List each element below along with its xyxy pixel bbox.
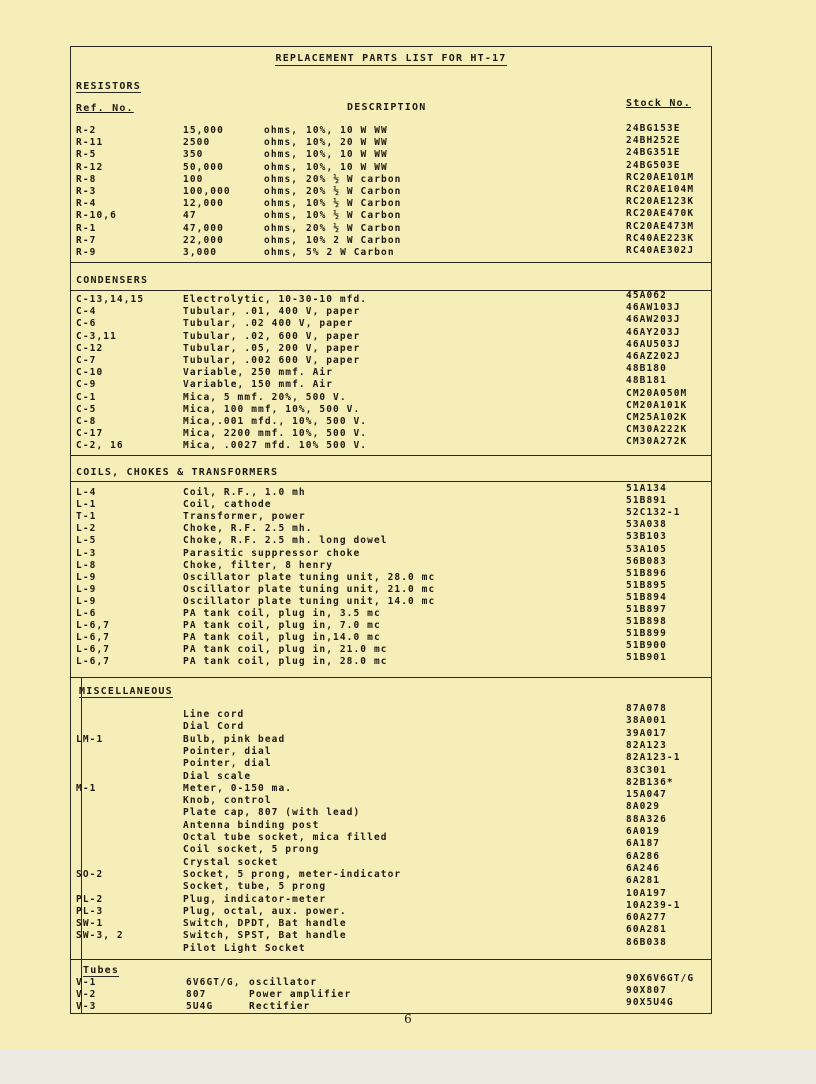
coils-row (71, 543, 711, 560)
resistor-spec: 10% ½ W Carbon (306, 210, 402, 222)
part-description: Choke, filter, 8 henry (183, 559, 334, 571)
stock-column-header: Stock No. (626, 98, 691, 109)
description-column-header: DESCRIPTION (347, 102, 427, 113)
stock-number: RC20AE473M (626, 220, 695, 232)
ref-number: R-2 (76, 125, 97, 136)
ref-number: R-12 (76, 161, 104, 173)
part-description: Plate cap, 807 (with lead) (183, 807, 361, 819)
ref-number: SW-1 (76, 918, 104, 930)
ref-number: SO-2 (76, 868, 104, 880)
part-description: Dial scale (183, 770, 252, 782)
part-description: Variable, 250 mmf. Air (183, 367, 334, 379)
part-description: Bulb, pink bead (183, 733, 286, 745)
stock-number: 82B136* (626, 776, 674, 788)
stock-number: 15A047 (626, 789, 667, 801)
stock-number: CM20A050M (626, 387, 688, 399)
resistors-row (71, 232, 711, 247)
coils-row (71, 495, 711, 511)
resistor-spec: 10%, 20 W WW (306, 137, 388, 149)
part-description: Line cord (183, 709, 245, 720)
coils-row (71, 591, 711, 608)
stock-number: 51B896 (626, 567, 667, 579)
coils-row (71, 652, 711, 668)
stock-number: 60A277 (626, 912, 667, 924)
tubes-row (71, 985, 711, 1001)
misc-row (71, 703, 711, 721)
divider-condensers-header (71, 290, 711, 291)
ref-number: C-13,14,15 (76, 294, 145, 305)
ref-number: L-9 (76, 595, 97, 607)
resistor-spec: 10%, 10 W WW (306, 161, 388, 173)
part-description: Socket, tube, 5 prong (183, 881, 327, 893)
divider-coils (71, 677, 711, 678)
ref-number: V-1 (76, 977, 97, 988)
ref-number: PL-2 (76, 893, 104, 905)
stock-number: 51B900 (626, 640, 667, 652)
part-description: Antenna binding post (183, 819, 320, 831)
ref-number: L-9 (76, 571, 97, 583)
part-description: Meter, 0-150 ma. (183, 782, 293, 794)
stock-number: 48B180 (626, 363, 667, 375)
ref-number: L-9 (76, 583, 97, 595)
resistance-unit: ohms, (264, 247, 299, 258)
stock-number: 90X807 (626, 985, 667, 997)
resistors-row (71, 247, 711, 259)
ref-number: L-8 (76, 559, 97, 571)
ref-column-header: Ref. No. (76, 103, 134, 114)
ref-number: M-1 (76, 782, 97, 794)
misc-row (71, 789, 711, 807)
coils-row (71, 567, 711, 584)
divider-condensers (71, 455, 711, 456)
part-description: Plug, octal, aux. power. (183, 905, 347, 917)
divider-resistors (71, 262, 711, 263)
part-description: Tubular, .01, 400 V, paper (183, 306, 361, 318)
ref-number: L-1 (76, 499, 97, 511)
misc-row (71, 752, 711, 770)
ref-number: SW-3, 2 (76, 930, 124, 942)
stock-number: 53A105 (626, 543, 667, 555)
part-description: Pointer, dial (183, 745, 272, 757)
resistor-spec: 20% ½ W Carbon (306, 186, 402, 197)
stock-number: 51B901 (626, 652, 667, 664)
stock-number: RC20AE470K (626, 208, 695, 220)
ref-number: L-6,7 (76, 644, 111, 656)
resistance-unit: ohms, (264, 125, 299, 136)
stock-number: 45A062 (626, 290, 667, 301)
stock-number: 88A326 (626, 813, 667, 825)
stock-number: 87A078 (626, 703, 667, 714)
ref-number: C-8 (76, 416, 97, 427)
part-description: Coil, R.F., 1.0 mh (183, 487, 306, 498)
part-description: Tubular, .05, 200 V, paper (183, 342, 361, 354)
part-description: Crystal socket (183, 856, 279, 868)
coils-row (71, 628, 711, 644)
stock-number: RC40AE302J (626, 245, 695, 256)
parts-list-frame (70, 46, 712, 1014)
stock-number: 39A017 (626, 727, 667, 739)
divider-misc (71, 959, 711, 960)
ref-number: C-12 (76, 342, 104, 354)
condensers-row (71, 399, 711, 416)
stock-number: CM20A101K (626, 399, 688, 411)
resistors-row (71, 171, 711, 186)
misc-row (71, 838, 711, 856)
resistance-value: 350 (183, 149, 204, 161)
part-description: Pointer, dial (183, 758, 272, 770)
stock-number: 38A001 (626, 715, 667, 727)
stock-number: 52C132-1 (626, 507, 681, 519)
resistors-row (71, 137, 711, 149)
part-description: Dial Cord (183, 721, 245, 733)
misc-row (71, 826, 711, 844)
resistors-row (71, 186, 711, 198)
ref-number: L-6,7 (76, 656, 111, 668)
scan-bottom-margin (0, 1050, 816, 1084)
resistance-value: 47,000 (183, 222, 224, 234)
ref-number: L-6 (76, 608, 97, 619)
stock-number: 46AU503J (626, 338, 681, 350)
resistance-value: 15,000 (183, 125, 224, 136)
stock-number: 24BH252E (626, 135, 681, 147)
tube-type: 5U4G (186, 1001, 214, 1013)
ref-number: R-3 (76, 186, 97, 197)
stock-number: 46AW103J (626, 302, 681, 314)
page-title: REPLACEMENT PARTS LIST FOR HT-17 (275, 53, 507, 64)
part-description: Variable, 150 mmf. Air (183, 379, 334, 391)
resistors-row (71, 220, 711, 235)
part-description: Mica, 5 mmf. 20%, 500 V. (183, 391, 347, 403)
stock-number: 90X5U4G (626, 997, 674, 1009)
stock-number: 51B897 (626, 604, 667, 615)
resistance-unit: ohms, (264, 137, 299, 149)
stock-number: 24BG153E (626, 123, 681, 134)
part-description: Mica,.001 mfd., 10%, 500 V. (183, 416, 368, 427)
coils-row (71, 555, 711, 572)
resistance-value: 50,000 (183, 161, 224, 173)
part-description: Switch, DPDT, Bat handle (183, 918, 347, 930)
ref-number: C-6 (76, 318, 97, 330)
coils-row (71, 519, 711, 535)
ref-number: R-4 (76, 198, 97, 210)
stock-number: CM30A222K (626, 424, 688, 436)
condensers-heading: CONDENSERS (76, 275, 149, 286)
stock-number: RC20AE123K (626, 196, 695, 208)
ref-number: C-17 (76, 428, 104, 440)
resistor-spec: 10% 2 W Carbon (306, 234, 402, 246)
part-description: Mica, .0027 mfd. 10% 500 V. (183, 440, 368, 452)
part-description: Electrolytic, 10-30-10 mfd. (183, 294, 368, 305)
coils-row (71, 531, 711, 547)
part-description: Parasitic suppressor choke (183, 547, 361, 559)
stock-number: 60A281 (626, 924, 667, 936)
stock-number: 6A281 (626, 875, 661, 887)
part-description: Oscillator plate tuning unit, 14.0 mc (183, 595, 436, 607)
tube-function: Power amplifier (249, 989, 352, 1001)
part-description: Knob, control (183, 795, 272, 807)
part-description: Choke, R.F. 2.5 mh. (183, 523, 313, 535)
stock-number: 51B899 (626, 628, 667, 640)
stock-number: 8A029 (626, 801, 661, 813)
condensers-row (71, 302, 711, 318)
resistance-value: 12,000 (183, 198, 224, 210)
part-description: PA tank coil, plug in, 28.0 mc (183, 656, 388, 668)
ref-number: L-2 (76, 523, 97, 535)
stock-number: 6A246 (626, 862, 661, 874)
resistors-row (71, 210, 711, 222)
resistance-unit: ohms, (264, 210, 299, 222)
stock-number: 6A019 (626, 826, 661, 837)
stock-number: RC40AE223K (626, 232, 695, 244)
ref-number: R-8 (76, 173, 97, 185)
tubes-heading: Tubes (83, 965, 120, 976)
coils-row (71, 604, 711, 620)
condensers-row (71, 436, 711, 452)
ref-number: L-6,7 (76, 632, 111, 644)
ref-number: L-6,7 (76, 620, 111, 632)
condensers-row (71, 375, 711, 391)
part-description: Oscillator plate tuning unit, 28.0 mc (183, 571, 436, 583)
stock-number: 53B103 (626, 531, 667, 543)
stock-number: 24BG351E (626, 147, 681, 159)
stock-number: 6A187 (626, 838, 661, 850)
stock-number: 24BG503E (626, 159, 681, 171)
stock-number: 56B083 (626, 555, 667, 567)
ref-number: V-3 (76, 1001, 97, 1013)
ref-number: C-4 (76, 306, 97, 318)
resistance-unit: ohms, (264, 222, 299, 234)
stock-number: 83C301 (626, 764, 667, 776)
condensers-row (71, 424, 711, 440)
resistors-row (71, 125, 711, 137)
resistance-value: 2500 (183, 137, 211, 149)
resistors-row (71, 198, 711, 210)
page-number: 6 (404, 1012, 412, 1026)
stock-number: 10A197 (626, 887, 667, 899)
stock-number: 10A239-1 (626, 899, 681, 911)
stock-number: 46AY203J (626, 326, 681, 338)
coils-row (71, 640, 711, 656)
tube-function: oscillator (249, 977, 318, 988)
coils-row (71, 507, 711, 523)
condensers-row (71, 290, 711, 306)
part-description: Mica, 2200 mmf. 10%, 500 V. (183, 428, 368, 440)
resistance-unit: ohms, (264, 198, 299, 210)
stock-number: 82A123-1 (626, 752, 681, 764)
ref-number: C-1 (76, 391, 97, 403)
resistor-spec: 5% 2 W Carbon (306, 247, 395, 258)
resistance-value: 22,000 (183, 234, 224, 246)
ref-number: R-5 (76, 149, 97, 161)
part-description: Tubular, .002 600 V, paper (183, 355, 361, 366)
condensers-row (71, 338, 711, 355)
stock-number: 46AW203J (626, 314, 681, 326)
coils-row (71, 579, 711, 596)
part-description: Mica, 100 mmf, 10%, 500 V. (183, 403, 361, 415)
resistors-row (71, 149, 711, 161)
coils-row (71, 483, 711, 499)
resistor-spec: 20% ½ W Carbon (306, 222, 402, 234)
ref-number: C-5 (76, 403, 97, 415)
resistor-spec: 10% ½ W Carbon (306, 198, 402, 210)
ref-number: V-2 (76, 989, 97, 1001)
stock-number: 48B181 (626, 375, 667, 387)
stock-number: RC20AE104M (626, 184, 695, 195)
ref-number: C-9 (76, 379, 97, 391)
ref-number: T-1 (76, 511, 97, 523)
part-description: PA tank coil, plug in, 3.5 mc (183, 608, 381, 619)
misc-row (71, 875, 711, 893)
resistors-heading: RESISTORS (76, 81, 141, 92)
misc-row (71, 715, 711, 733)
tube-function: Rectifier (249, 1001, 311, 1013)
resistor-spec: 10%, 10 W WW (306, 149, 388, 161)
part-description: Coil, cathode (183, 499, 272, 511)
ref-number: C-2, 16 (76, 440, 124, 452)
part-description: PA tank coil, plug in,14.0 mc (183, 632, 381, 644)
ref-number: L-5 (76, 535, 97, 547)
misc-row (71, 912, 711, 930)
stock-number: 51A134 (626, 483, 667, 494)
part-description: Transformer, power (183, 511, 306, 523)
resistors-row (71, 159, 711, 174)
ref-number: PL-3 (76, 905, 104, 917)
resistance-value: 3,000 (183, 247, 218, 258)
part-description: Pilot Light Socket (183, 942, 306, 954)
stock-number: RC20AE101M (626, 171, 695, 183)
part-description: Plug, indicator-meter (183, 893, 327, 905)
stock-number: 90X6V6GT/G (626, 973, 695, 984)
resistance-unit: ohms, (264, 234, 299, 246)
stock-number: CM30A272K (626, 436, 688, 448)
stock-number: 82A123 (626, 739, 667, 751)
ref-number: L-4 (76, 487, 97, 498)
coils-heading: COILS, CHOKES & TRANSFORMERS (76, 467, 279, 478)
stock-number: 51B898 (626, 616, 667, 628)
part-description: Switch, SPST, Bat handle (183, 930, 347, 942)
ref-number: L-3 (76, 547, 97, 559)
stock-number: 51B895 (626, 579, 667, 591)
misc-heading: MISCELLANEOUS (79, 686, 173, 697)
ref-number: R-9 (76, 247, 97, 258)
resistor-spec: 20% ½ W carbon (306, 173, 402, 185)
stock-number: 53A038 (626, 519, 667, 531)
ref-number: R-10,6 (76, 210, 117, 222)
part-description: Tubular, .02, 600 V, paper (183, 330, 361, 342)
condensers-row (71, 412, 711, 428)
resistor-spec: 10%, 10 W WW (306, 125, 388, 136)
part-description: PA tank coil, plug in, 21.0 mc (183, 644, 388, 656)
ref-number: R-7 (76, 234, 97, 246)
condensers-row (71, 314, 711, 330)
ref-number: C-10 (76, 367, 104, 379)
tubes-row (71, 973, 711, 989)
condensers-row (71, 351, 711, 367)
resistance-value: 100,000 (183, 186, 231, 197)
ref-number: LM-1 (76, 733, 104, 745)
stock-number: 51B891 (626, 495, 667, 507)
ref-number: R-1 (76, 222, 97, 234)
stock-number: 46AZ202J (626, 351, 681, 362)
tube-type: 807 (186, 989, 207, 1001)
part-description: Oscillator plate tuning unit, 21.0 mc (183, 583, 436, 595)
condensers-row (71, 326, 711, 343)
resistance-value: 47 (183, 210, 197, 222)
ref-number: C-7 (76, 355, 97, 366)
resistance-unit: ohms, (264, 161, 299, 173)
resistance-unit: ohms, (264, 186, 299, 197)
coils-row (71, 616, 711, 632)
resistance-value: 100 (183, 173, 204, 185)
part-description: Octal tube socket, mica filled (183, 832, 388, 843)
tube-type: 6V6GT/G, (186, 977, 241, 988)
divider-coils-header (71, 481, 711, 482)
ref-number: R-11 (76, 137, 104, 149)
condensers-row (71, 363, 711, 379)
stock-number: 6A286 (626, 850, 661, 862)
part-description: PA tank coil, plug in, 7.0 mc (183, 620, 381, 632)
part-description: Tubular, .02 400 V, paper (183, 318, 354, 330)
stock-number: CM25A102K (626, 412, 688, 423)
stock-number: 51B894 (626, 591, 667, 603)
ref-number: C-3,11 (76, 330, 117, 342)
part-description: Socket, 5 prong, meter-indicator (183, 868, 402, 880)
resistance-unit: ohms, (264, 149, 299, 161)
stock-number: 86B038 (626, 936, 667, 948)
part-description: Coil socket, 5 prong (183, 844, 320, 856)
part-description: Choke, R.F. 2.5 mh. long dowel (183, 535, 388, 547)
resistance-unit: ohms, (264, 173, 299, 185)
condensers-row (71, 387, 711, 404)
